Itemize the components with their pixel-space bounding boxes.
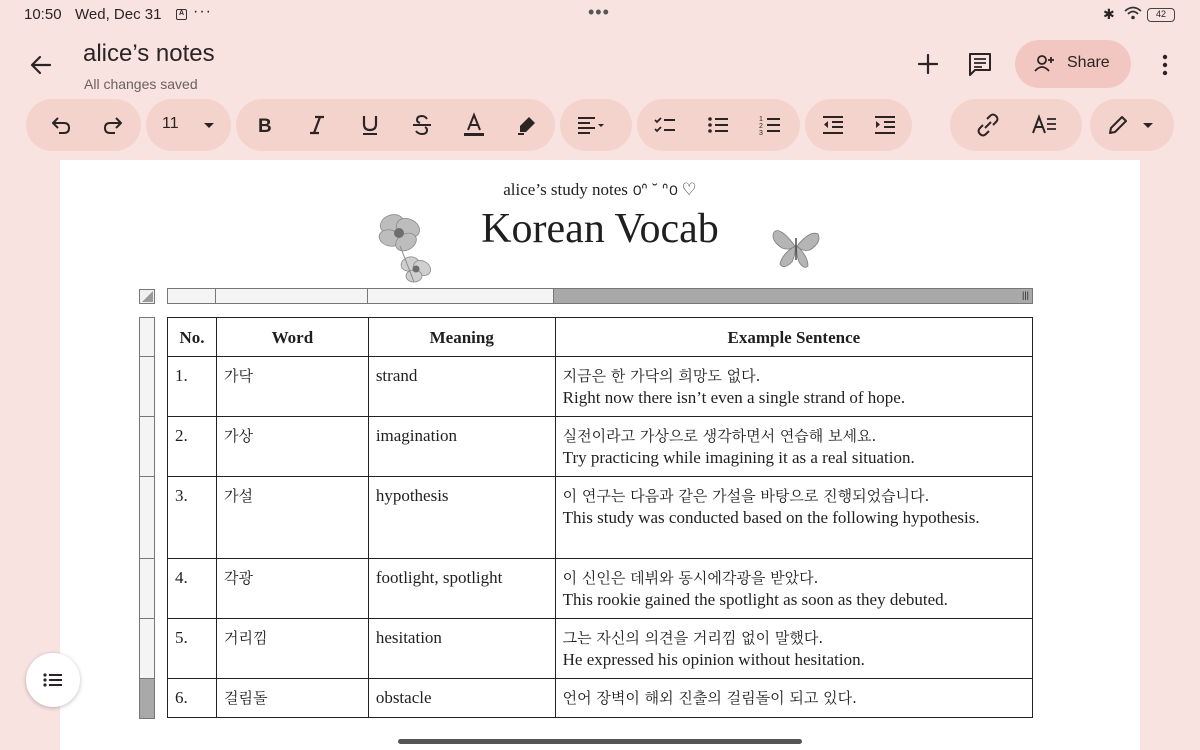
- numbered-list-icon[interactable]: [754, 109, 786, 141]
- pencil-icon: [1102, 109, 1134, 141]
- column-resize-ruler[interactable]: [167, 288, 1033, 304]
- svg-text:2: 2: [759, 123, 763, 130]
- home-indicator[interactable]: [398, 739, 802, 744]
- cell-example[interactable]: [555, 477, 1032, 559]
- clear-formatting-icon[interactable]: [1028, 109, 1060, 141]
- cell-word[interactable]: 각광: [216, 559, 368, 619]
- table-row: [168, 357, 1033, 417]
- cell-no[interactable]: 3.: [168, 477, 217, 559]
- font-size-select[interactable]: [146, 99, 231, 151]
- document-outline-button[interactable]: [26, 653, 80, 707]
- svg-text:3: 3: [759, 130, 763, 137]
- notification-more-icon: ···: [193, 3, 212, 20]
- cell-example[interactable]: [555, 679, 1032, 718]
- header-example[interactable]: Example Sentence: [555, 318, 1032, 357]
- cell-example[interactable]: [555, 417, 1032, 477]
- table-row: [168, 679, 1033, 718]
- highlighter-icon[interactable]: [511, 109, 543, 141]
- cell-meaning[interactable]: footlight, spotlight: [368, 559, 555, 619]
- selected-column-indicator: [554, 289, 1032, 303]
- share-button[interactable]: [1015, 40, 1131, 88]
- undo-icon[interactable]: [45, 109, 77, 141]
- table-row: [168, 477, 1033, 559]
- cell-example[interactable]: [555, 619, 1032, 679]
- example-english: Try practicing while imagining it as a real situation.: [562, 448, 915, 467]
- column-grip-icon[interactable]: |||: [1021, 290, 1029, 300]
- cell-no[interactable]: 2.: [168, 417, 217, 477]
- vocab-table[interactable]: [167, 317, 1033, 718]
- example-korean: 그는 자신의 의견을 거리낌 없이 말했다.: [562, 629, 824, 647]
- example-english: This rookie gained the spotlight as soon as they debuted.: [562, 590, 948, 609]
- bluetooth-icon: ✱: [1103, 6, 1115, 22]
- table-select-handle[interactable]: [139, 289, 155, 304]
- redo-icon[interactable]: [97, 109, 129, 141]
- document-title[interactable]: alice’s notes: [83, 40, 215, 67]
- cell-meaning[interactable]: hesitation: [368, 619, 555, 679]
- example-english: He expressed his opinion without hesitation.: [562, 650, 865, 669]
- bold-icon[interactable]: [248, 109, 280, 141]
- table-header-row: [168, 318, 1033, 357]
- cell-meaning[interactable]: strand: [368, 357, 555, 417]
- cell-no[interactable]: 1.: [168, 357, 217, 417]
- bulleted-list-icon[interactable]: [702, 109, 734, 141]
- example-korean: 실전이라고 가상으로 생각하면서 연습해 보세요.: [562, 427, 877, 445]
- svg-text:1: 1: [759, 116, 763, 123]
- status-bar: [0, 0, 1200, 30]
- decrease-indent-icon[interactable]: [817, 109, 849, 141]
- underline-icon[interactable]: [354, 109, 386, 141]
- link-clear-group: [950, 99, 1082, 151]
- document-heading: Korean Vocab: [481, 206, 719, 252]
- table-row: [168, 559, 1033, 619]
- cell-word[interactable]: 거리낌: [216, 619, 368, 679]
- edit-mode-select[interactable]: [1090, 99, 1174, 151]
- example-korean: 지금은 한 가닥의 희망도 없다.: [562, 367, 761, 385]
- status-date: Wed, Dec 31: [75, 6, 162, 23]
- wifi-icon: [1124, 6, 1142, 25]
- strikethrough-icon[interactable]: [406, 109, 438, 141]
- add-person-icon: [1033, 54, 1055, 79]
- header-meaning[interactable]: Meaning: [368, 318, 555, 357]
- table-row: [168, 619, 1033, 679]
- save-status: All changes saved: [84, 76, 198, 92]
- multitasking-dots-icon[interactable]: •••: [588, 2, 610, 22]
- cell-example[interactable]: [555, 559, 1032, 619]
- align-left-icon: [574, 109, 606, 141]
- example-english: Right now there isn’t even a single strand of hope.: [562, 388, 906, 407]
- cell-meaning[interactable]: obstacle: [368, 679, 555, 718]
- share-label: Share: [1067, 54, 1110, 71]
- cell-no[interactable]: 5.: [168, 619, 217, 679]
- document-subtitle: alice’s study notes ൦ᐢ ˘ ᐢ൦ ♡: [503, 180, 697, 199]
- text-color-icon[interactable]: [458, 109, 490, 141]
- cell-word[interactable]: 가닥: [216, 357, 368, 417]
- table-row: [168, 417, 1033, 477]
- indent-group: [805, 99, 912, 151]
- cell-example[interactable]: [555, 357, 1032, 417]
- align-select[interactable]: [560, 99, 632, 151]
- increase-indent-icon[interactable]: [869, 109, 901, 141]
- back-arrow-icon[interactable]: [26, 50, 56, 80]
- header-word[interactable]: Word: [216, 318, 368, 357]
- undo-redo-group: [26, 99, 141, 151]
- comment-icon[interactable]: [965, 49, 995, 79]
- flower-illustration: [370, 206, 440, 291]
- cell-word[interactable]: 가설: [216, 477, 368, 559]
- chevron-down-icon: [1132, 109, 1164, 141]
- selected-row-indicator: [140, 679, 154, 718]
- insert-link-icon[interactable]: [972, 109, 1004, 141]
- svg-text:B: B: [258, 116, 272, 137]
- cell-word[interactable]: 가상: [216, 417, 368, 477]
- font-size-value: 11: [162, 115, 179, 132]
- cell-meaning[interactable]: hypothesis: [368, 477, 555, 559]
- example-english: This study was conducted based on the following hypothesis.: [562, 508, 980, 527]
- example-korean: 이 신인은 데뷔와 동시에각광을 받았다.: [562, 569, 819, 587]
- cell-no[interactable]: 4.: [168, 559, 217, 619]
- outline-list-icon: [26, 653, 80, 707]
- list-group: [637, 99, 800, 151]
- text-format-group: [236, 99, 555, 151]
- cell-meaning[interactable]: imagination: [368, 417, 555, 477]
- example-korean: 언어 장벽이 해외 진출의 걸림돌이 되고 있다.: [562, 689, 857, 707]
- butterfly-illustration: [768, 224, 824, 279]
- checklist-icon[interactable]: [649, 109, 681, 141]
- more-options-icon[interactable]: [1150, 50, 1180, 80]
- header-no[interactable]: No.: [168, 318, 217, 357]
- cell-word[interactable]: 걸림돌: [216, 679, 368, 718]
- italic-icon[interactable]: [301, 109, 333, 141]
- row-resize-ruler[interactable]: [139, 317, 155, 719]
- add-icon[interactable]: [913, 49, 943, 79]
- cell-no[interactable]: 6.: [168, 679, 217, 718]
- document-page[interactable]: [60, 160, 1140, 750]
- chevron-down-icon: [193, 109, 225, 141]
- battery-indicator: 42: [1147, 8, 1175, 22]
- status-time: 10:50: [24, 6, 62, 23]
- example-korean: 이 연구는 다음과 같은 가설을 바탕으로 진행되었습니다.: [562, 487, 930, 505]
- accessibility-icon: A: [176, 9, 187, 20]
